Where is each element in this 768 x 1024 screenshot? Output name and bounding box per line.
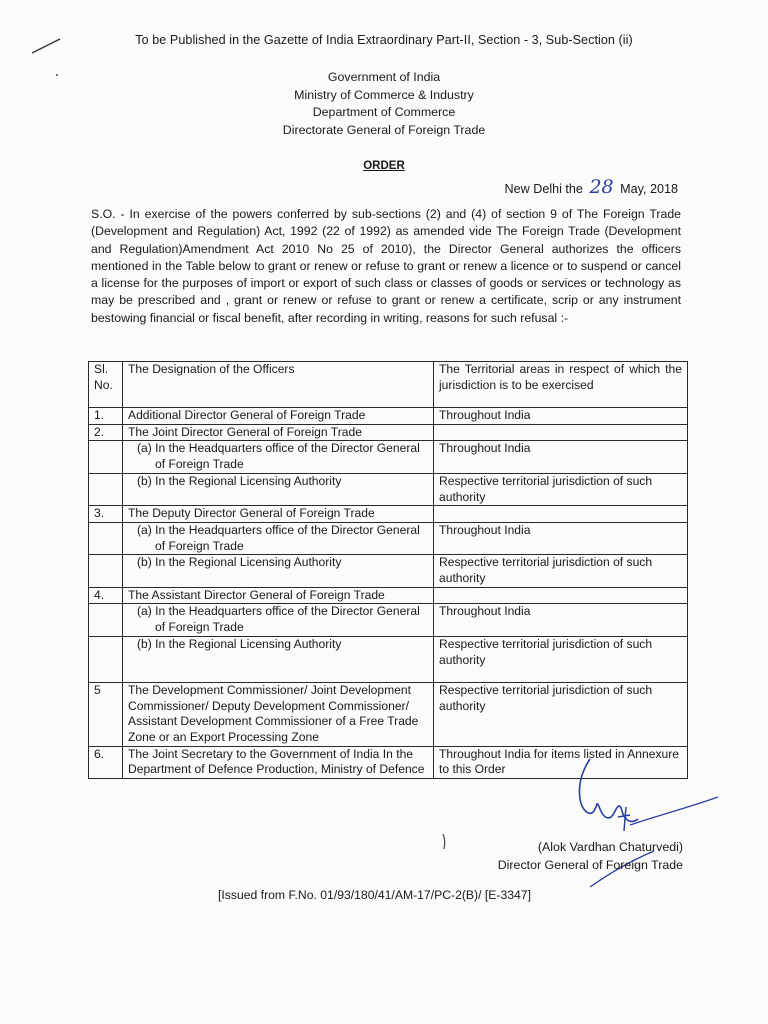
table-subrow [89, 604, 688, 636]
row-number [89, 555, 123, 587]
table-subrow [89, 636, 688, 682]
subrow-area: Throughout India [434, 522, 688, 554]
header-sl-no: Sl. No. [89, 362, 123, 408]
handwritten-signature [560, 755, 730, 895]
subrow-designation-text: (a) In the Headquarters office of the Director General of Foreign Trade [137, 441, 420, 472]
table-row [89, 424, 688, 441]
handwritten-day: 28 [589, 176, 614, 198]
date-line [505, 176, 678, 198]
row-number [89, 636, 123, 682]
row-number: 2. [89, 424, 123, 441]
subrow-designation [123, 473, 434, 505]
row-area: Throughout India [434, 408, 688, 425]
row-area [434, 506, 688, 523]
subrow-designation-text: (a) In the Headquarters office of the Director General of Foreign Trade [137, 522, 420, 553]
subrow-designation-text: (b) In the Regional Licensing Authority [137, 473, 342, 488]
signatory-name: (Alok Vardhan Chaturvedi) [537, 840, 683, 854]
header-line-ministry: Ministry of Commerce & Industry [294, 87, 474, 102]
subrow-designation [123, 636, 434, 682]
table-row [89, 506, 688, 523]
date-suffix: May, 2018 [620, 182, 678, 196]
row-number: 3. [89, 506, 123, 523]
row-number: 4. [89, 587, 123, 604]
row-designation: The Assistant Director General of Foreign Trade [123, 587, 434, 604]
row-area [434, 424, 688, 441]
table-subrow [89, 473, 688, 505]
subrow-designation [123, 441, 434, 473]
row-number [89, 441, 123, 473]
subrow-designation [123, 555, 434, 587]
signatory-title: Director General of Foreign Trade [497, 858, 683, 872]
table-header-row [89, 362, 688, 408]
row-designation: The Joint Director General of Foreign Trade [123, 424, 434, 441]
subrow-designation-text: (a) In the Headquarters office of the Director General of Foreign Trade [137, 604, 420, 635]
header-line-directorate: Directorate General of Foreign Trade [282, 122, 486, 137]
subrow-designation-text: (b) In the Regional Licensing Authority [137, 636, 342, 651]
row-area [434, 587, 688, 604]
header-line-department: Department of Commerce [312, 105, 456, 120]
row-designation: Additional Director General of Foreign Trade [123, 408, 434, 425]
header-line-government: Government of India [327, 70, 441, 84]
row-number [89, 522, 123, 554]
pen-tick-mark [440, 832, 450, 852]
order-paragraph: S.O. - In exercise of the powers conferred by sub-sections (2) and (4) of section 9 of The Foreign Trade (Development and Regulation) Act, 1992 (22 of 1992) as amended vide The Foreign Trade (Development and Regulation)Amendment Act 2010 No 25 of 2010), the Director General authorizes the officers mentioned in the Table below to grant or renew or refuse to grant or renew a licence or to suspend or cancel a license for the purposes of import or export of such class or classes of goods or services or technology as may be prescribed and , grant or renew or refuse to grant or renew a certificate, scrip or any instrument bestowing financial or fiscal benefit, after recording in writing, reasons for such refusal :- [91, 207, 681, 325]
row-number [89, 473, 123, 505]
subrow-area: Throughout India [434, 604, 688, 636]
row-designation: The Joint Secretary to the Government of India In the Department of Defence Production, Ministry of Defence [123, 746, 434, 778]
subrow-designation [123, 522, 434, 554]
row-number: 1. [89, 408, 123, 425]
row-number: 5 [89, 682, 123, 746]
subrow-area: Respective territorial jurisdiction of such authority [434, 555, 688, 587]
subrow-area: Respective territorial jurisdiction of such authority [434, 473, 688, 505]
row-designation: The Deputy Director General of Foreign Trade [123, 506, 434, 523]
gazette-line: To be Published in the Gazette of India Extraordinary Part-II, Section - 3, Sub-Section (ii) [135, 33, 633, 47]
table-row [89, 587, 688, 604]
table-row [89, 682, 688, 746]
row-number [89, 604, 123, 636]
officers-table [88, 361, 688, 779]
table-subrow [89, 441, 688, 473]
table-row [89, 408, 688, 425]
date-prefix: New Delhi the [504, 182, 583, 196]
issuing-authority-header [0, 69, 768, 139]
row-area: Respective territorial jurisdiction of such authority [434, 682, 688, 746]
row-area: Throughout India for items listed in Annexure to this Order [434, 746, 688, 778]
issued-reference: [Issued from F.No. 01/93/180/41/AM-17/PC-2(B)/ [E-3347] [218, 888, 531, 902]
header-territorial-area: The Territorial areas in respect of which the jurisdiction is to be exercised [434, 362, 688, 408]
subrow-designation [123, 604, 434, 636]
subrow-area: Throughout India [434, 441, 688, 473]
row-designation: The Development Commissioner/ Joint Development Commissioner/ Deputy Development Commissioner/ Assistant Development Commissioner of a Free Trade Zone or an Export Processing Zone [123, 682, 434, 746]
table-subrow [89, 555, 688, 587]
order-title: ORDER [363, 160, 405, 172]
row-number: 6. [89, 746, 123, 778]
subrow-area: Respective territorial jurisdiction of such authority [434, 636, 688, 682]
subrow-designation-text: (b) In the Regional Licensing Authority [137, 555, 342, 570]
signatory-block [498, 838, 683, 874]
header-designation: The Designation of the Officers [123, 362, 434, 408]
table-subrow [89, 522, 688, 554]
